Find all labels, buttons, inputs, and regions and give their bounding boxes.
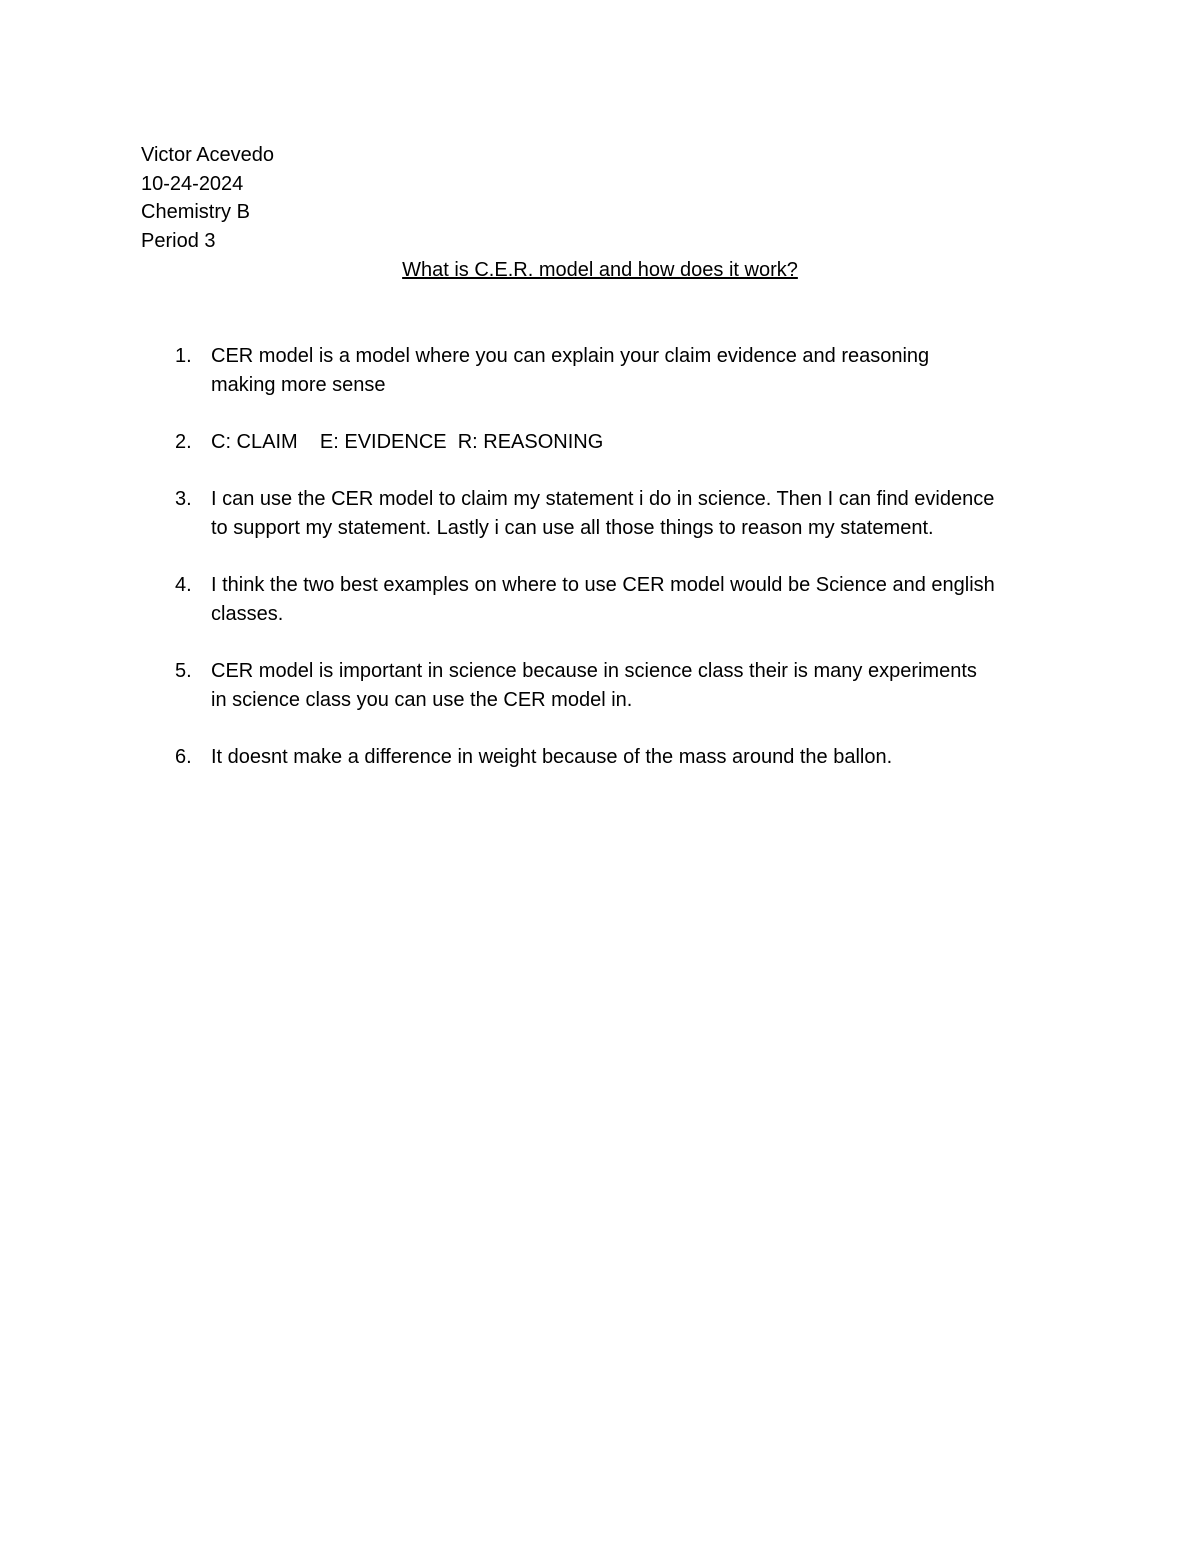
- list-item-line: CER model is a model where you can explain your claim evidence and reasoning: [211, 345, 930, 367]
- list-item-line: It doesnt make a difference in weight because of the mass around the ballon.: [211, 745, 893, 768]
- student-name: Victor Acevedo: [141, 144, 275, 166]
- list-item-line: C: CLAIM E: EVIDENCE R: REASONING: [211, 430, 604, 453]
- class-period: Period 3: [141, 230, 216, 253]
- class-name: Chemistry B: [141, 201, 250, 224]
- list-item-line: CER model is important in science because in science class their is many experiments: [211, 659, 977, 682]
- list-item-number: 6.: [175, 745, 192, 768]
- list-item-text: [211, 342, 1071, 399]
- list-item: [0, 571, 1200, 628]
- answer-list: [0, 342, 1200, 800]
- list-item-number: 2.: [175, 430, 192, 453]
- list-item-text: [211, 657, 1071, 714]
- list-item-text: [211, 743, 1071, 772]
- student-header: [141, 141, 274, 256]
- list-item-text: [211, 571, 1071, 628]
- list-item: [0, 342, 1200, 399]
- list-item-line: making more sense: [211, 373, 386, 396]
- list-item: [0, 428, 1200, 457]
- list-item: [0, 657, 1200, 714]
- list-item-number: 4.: [175, 574, 192, 597]
- list-item-line: I can use the CER model to claim my statement i do in science. Then I can find evidence: [211, 488, 995, 511]
- list-item-text: [211, 428, 1071, 457]
- assignment-date: 10-24-2024: [141, 172, 244, 195]
- list-item-line: to support my statement. Lastly i can use all those things to reason my statement.: [211, 516, 934, 539]
- list-item-number: 1.: [175, 345, 192, 367]
- list-item-number: 5.: [175, 659, 192, 682]
- list-item: [0, 485, 1200, 542]
- list-item-line: in science class you can use the CER model in.: [211, 688, 633, 711]
- list-item-text: [211, 485, 1071, 542]
- list-item-line: I think the two best examples on where to use CER model would be Science and english: [211, 574, 995, 597]
- document-title: What is C.E.R. model and how does it work?: [402, 259, 798, 281]
- list-item-number: 3.: [175, 488, 192, 511]
- list-item-line: classes.: [211, 602, 284, 625]
- list-item: [0, 743, 1200, 772]
